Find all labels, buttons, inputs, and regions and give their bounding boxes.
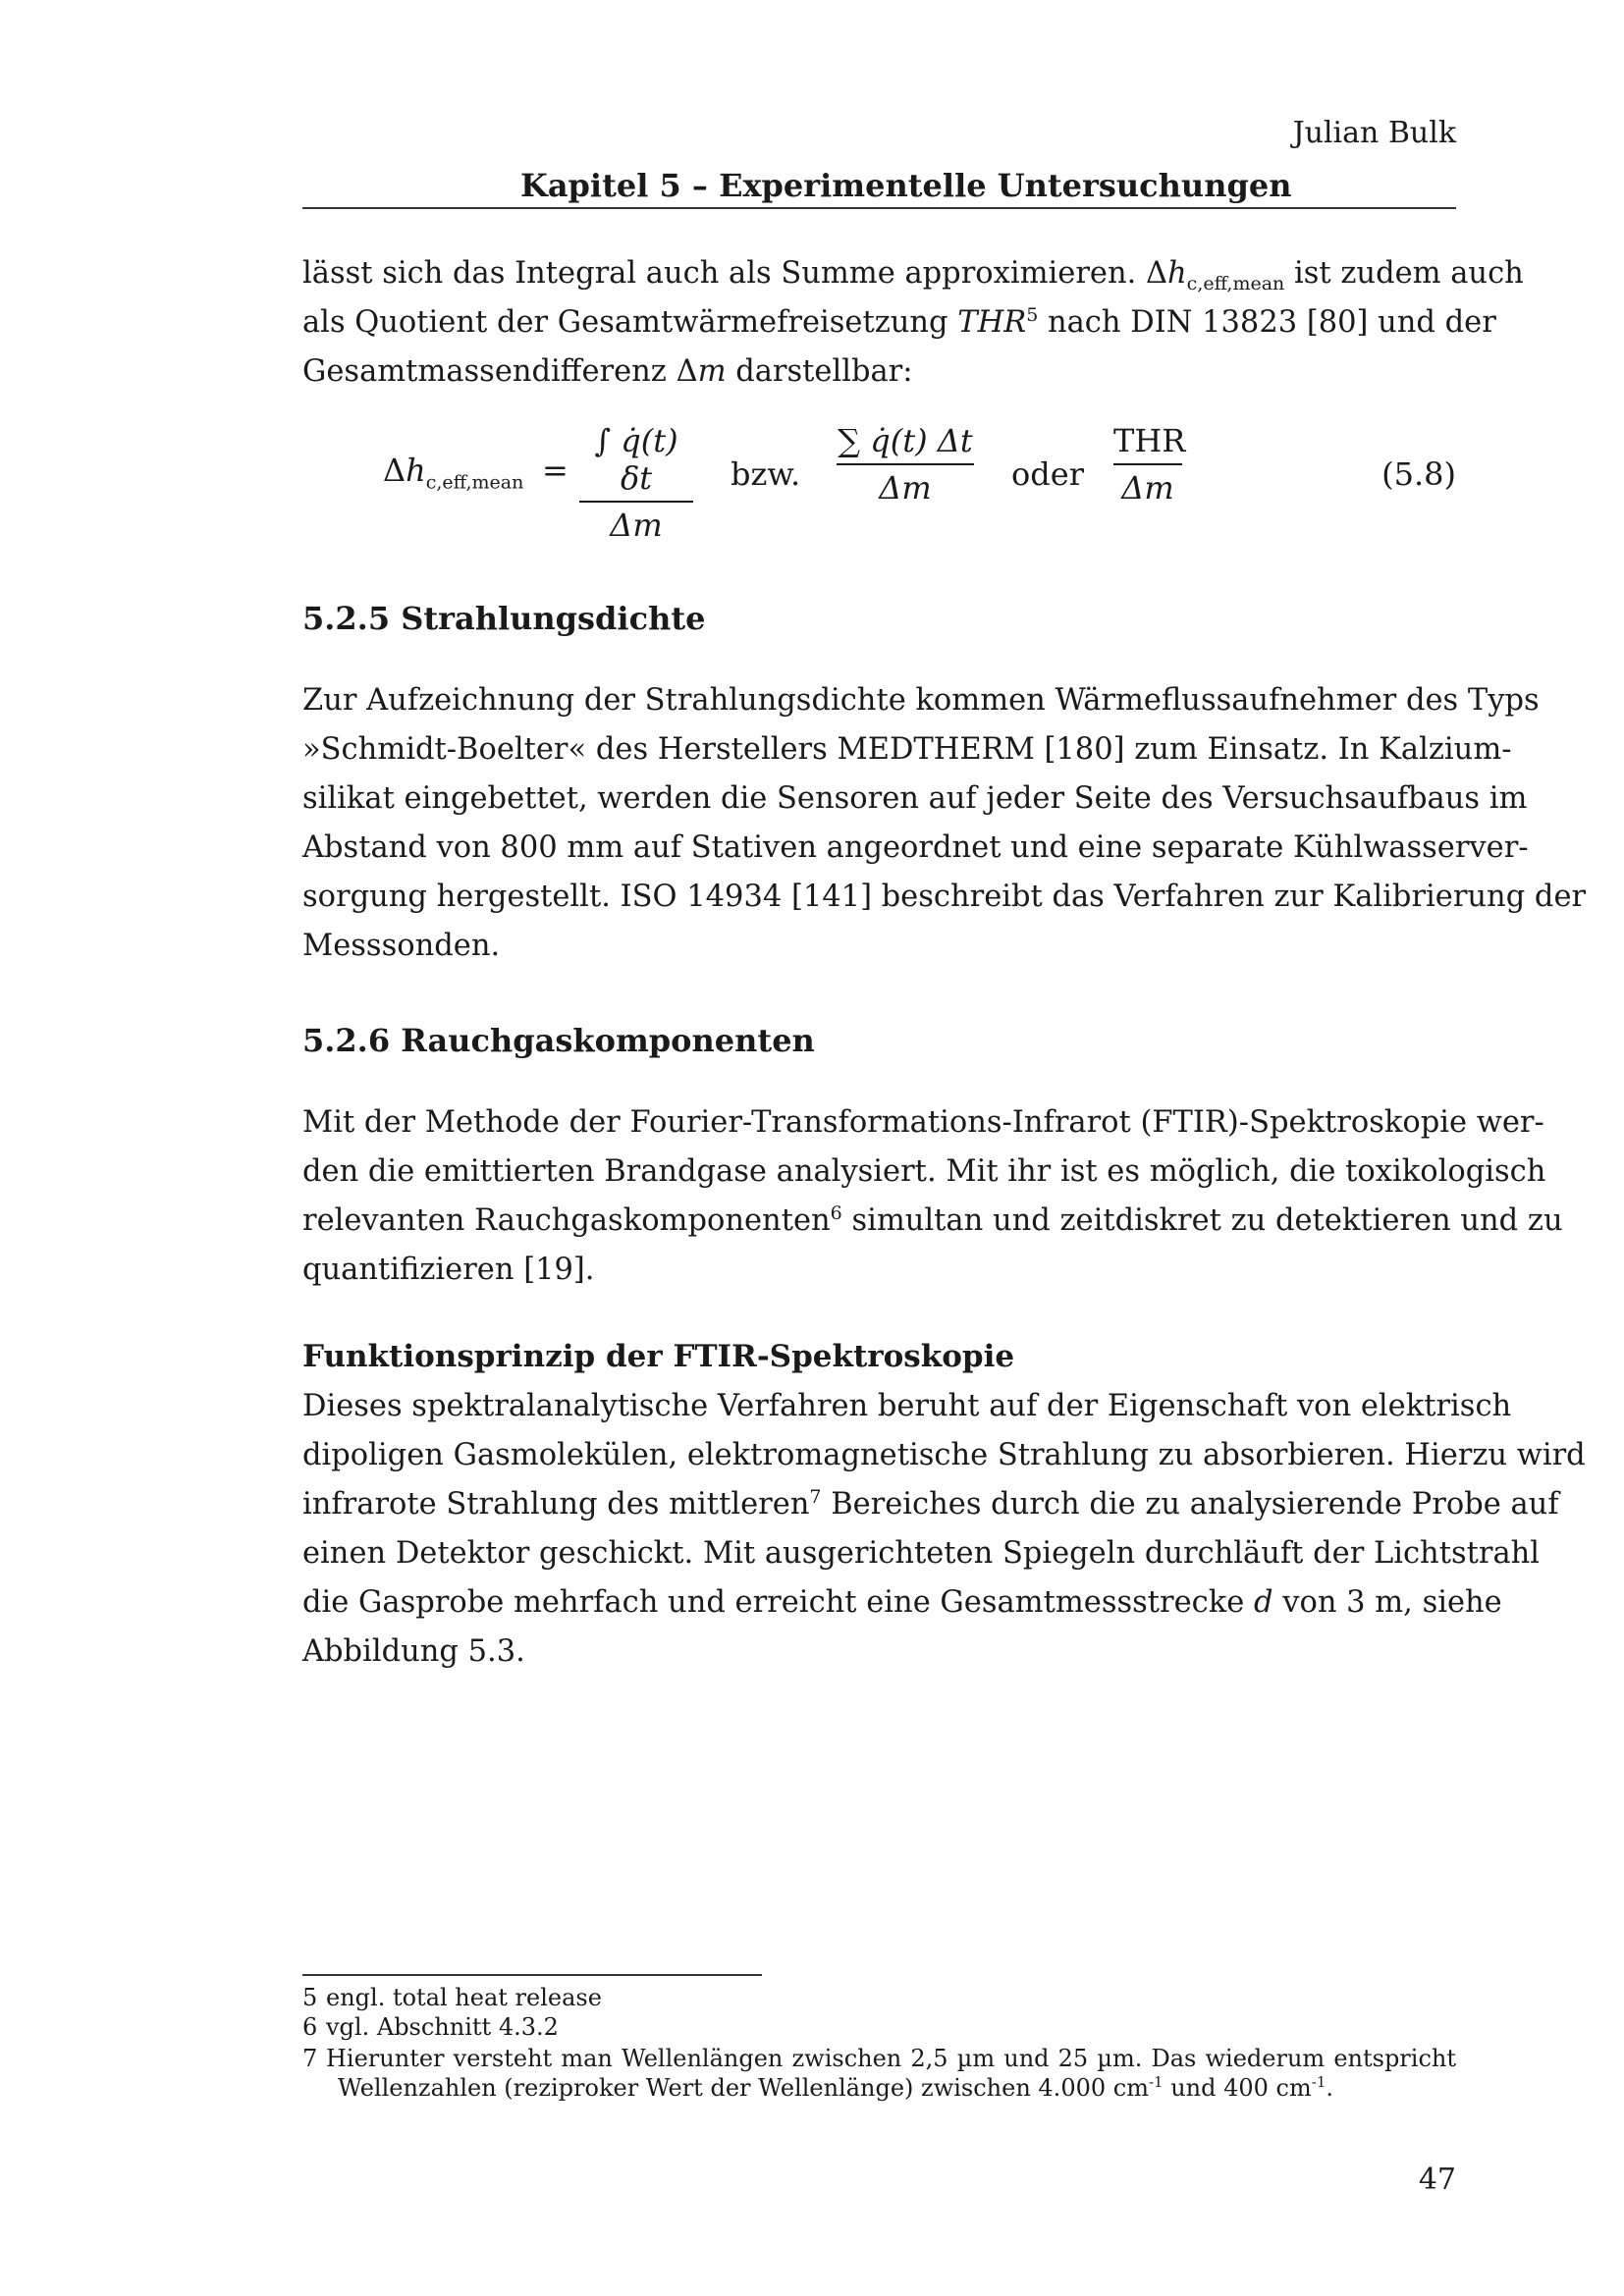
text-line: den die emittierten Brandgase analysiert. Mit ihr ist es möglich, die toxikologisch	[302, 1154, 1546, 1189]
text-line: quantifizieren [19].	[302, 1253, 595, 1287]
equation-number: (5.8)	[1381, 455, 1456, 493]
equation-lhs: $\Delta h_{c,eff,mean}$	[383, 452, 524, 494]
text-line: Mit der Methode der Fourier-Transformations-Infrarot (FTIR)-Spektroskopie wer-	[302, 1105, 1544, 1140]
equation-fraction-thr: THR Δm	[1113, 422, 1186, 507]
text-line: Dieses spektralanalytische Verfahren beruht auf der Eigenschaft von elektrisch	[302, 1389, 1512, 1423]
subheading-ftir-principle: Funktionsprinzip der FTIR-Spektroskopie	[302, 1339, 1015, 1374]
footnote-6: 6 vgl. Abschnitt 4.3.2	[302, 2013, 559, 2041]
text-line: infrarote Strahlung des mittleren$^7$ Bereiches durch die zu analysierende Probe auf	[302, 1485, 1559, 1522]
equation-equals: =	[542, 452, 568, 489]
text-line: Zur Aufzeichnung der Strahlungsdichte kommen Wärmeflussaufnehmer des Typs	[302, 683, 1540, 718]
intro-line-2: als Quotient der Gesamtwärmefreisetzung THR$^5$ nach DIN 13823 [80] und der	[302, 303, 1496, 340]
equation-5-8	[302, 422, 1456, 544]
equation-oder: oder	[1011, 455, 1084, 493]
running-header-author: Julian Bulk	[1292, 116, 1456, 150]
equation-fraction-sum: ∑ q̇(t) Δt Δm	[838, 422, 973, 507]
footnote-7: 7 Hierunter versteht man Wellenlängen zwischen 2,5 µm und 25 µm. Das wiederum entspricht Wellenzahlen (reziproker Wert der Wellenlänge) zwischen 4.000 $cm^{-1}$ und 400 $cm^{-1}$.	[302, 2045, 1456, 2102]
text-line: relevanten Rauchgaskomponenten$^6$ simultan und zeitdiskret zu detektieren und zu	[302, 1201, 1563, 1238]
text-line: silikat eingebettet, werden die Sensoren auf jeder Seite des Versuchsaufbaus im	[302, 781, 1528, 816]
intro-line-1: lässt sich das Integral auch als Summe approximieren. $\Delta h_{c,eff,mean}$ ist zudem auch	[302, 256, 1524, 295]
footnote-5: 5 engl. total heat release	[302, 1984, 602, 2011]
intro-paragraph	[302, 249, 1524, 397]
intro-line-3: Gesamtmassendifferenz Δm darstellbar:	[302, 354, 913, 389]
text-line: Messsonden.	[302, 929, 501, 963]
text-line: einen Detektor geschickt. Mit ausgerichteten Spiegeln durchläuft der Lichtstrahl	[302, 1536, 1541, 1571]
ftir-paragraph	[302, 1382, 1586, 1677]
text-line: sorgung hergestellt. ISO 14934 [141] beschreibt das Verfahren zur Kalibrierung der	[302, 880, 1587, 914]
text-line: die Gasprobe mehrfach und erreicht eine Gesamtmessstrecke d von 3 m, siehe	[302, 1585, 1502, 1620]
running-header-chapter: Kapitel 5 – Experimentelle Untersuchungen	[520, 167, 1292, 204]
text-line: »Schmidt-Boelter« des Herstellers MEDTHERM [180] zum Einsatz. In Kalzium-	[302, 732, 1512, 767]
text-line: dipoligen Gasmolekülen, elektromagnetische Strahlung zu absorbieren. Hierzu wird	[302, 1438, 1586, 1472]
equation-bzw: bzw.	[731, 455, 801, 493]
footnote-rule	[302, 1974, 762, 1976]
section-5-2-5-paragraph	[302, 676, 1587, 971]
text-line: Abbildung 5.3.	[302, 1634, 525, 1669]
page-number: 47	[1418, 2163, 1456, 2197]
section-heading-5-2-6: 5.2.6 Rauchgaskomponenten	[302, 1022, 815, 1059]
text-line: Abstand von 800 mm auf Stativen angeordnet und eine separate Kühlwasserver-	[302, 830, 1529, 865]
equation-fraction-integral: ∫ q̇(t) δt Δm	[579, 422, 693, 544]
header-rule	[302, 207, 1456, 209]
section-5-2-6-paragraph	[302, 1098, 1563, 1295]
section-heading-5-2-5: 5.2.5 Strahlungsdichte	[302, 600, 706, 637]
